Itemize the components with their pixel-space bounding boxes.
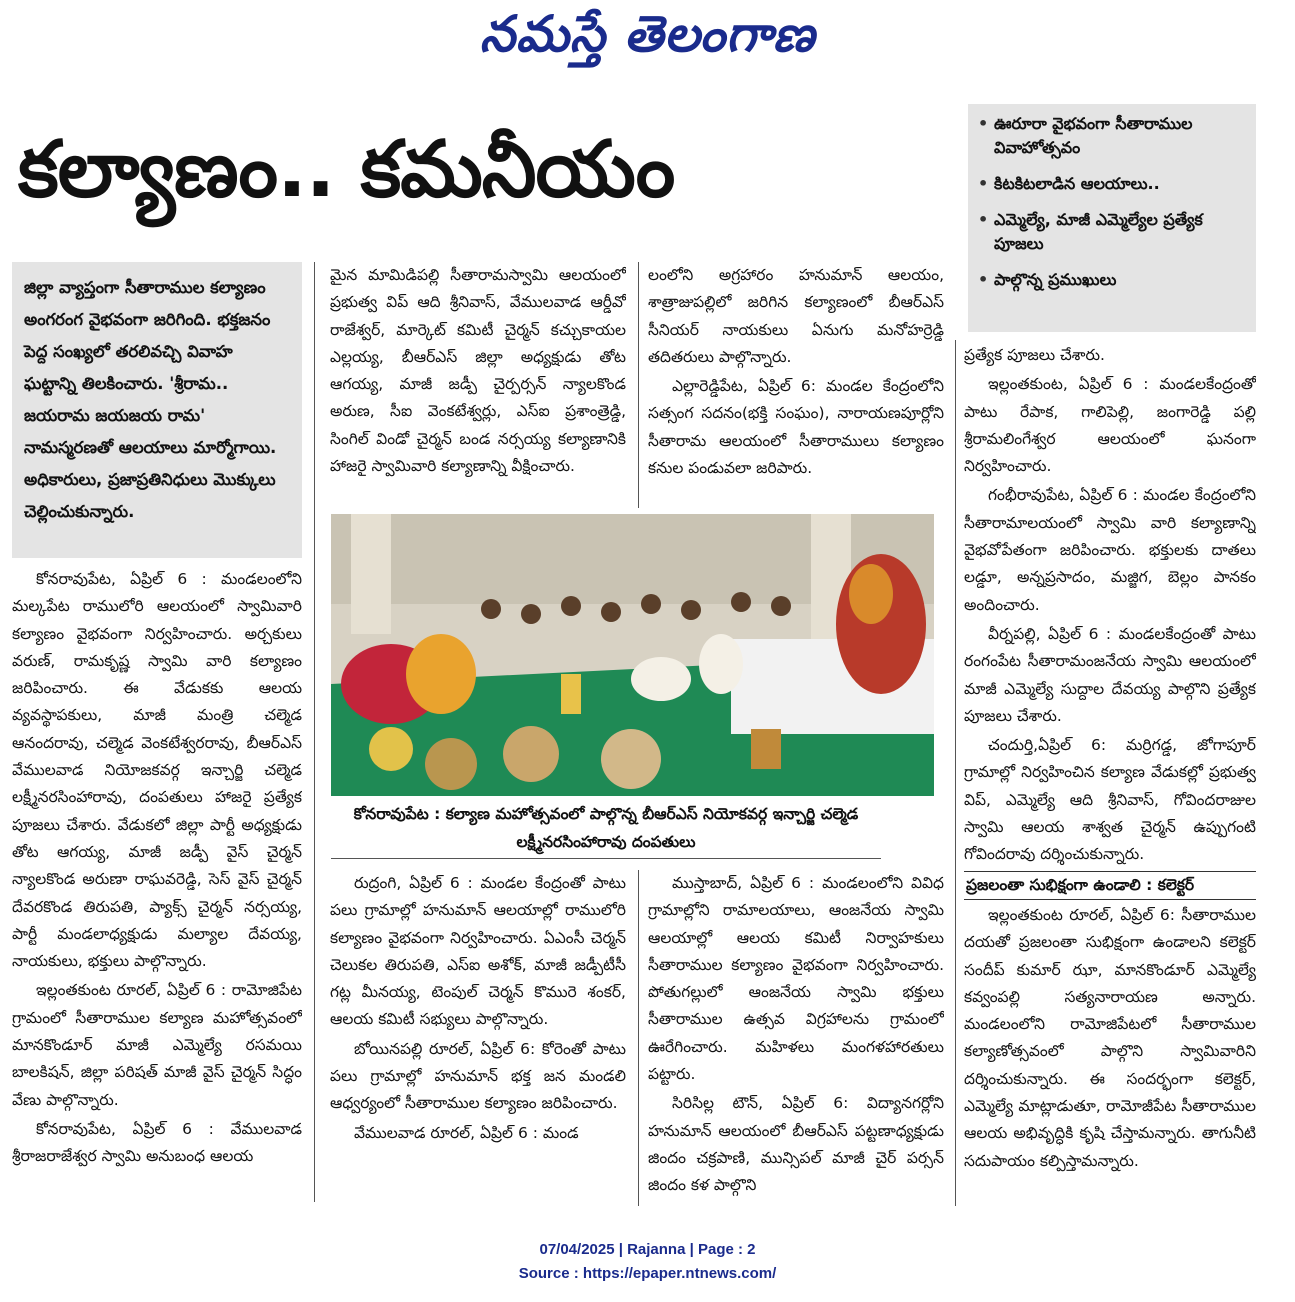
paragraph: వేములవాడ రూరల్, ఏప్రిల్ 6 : మండ: [354, 1123, 579, 1142]
highlights-box: [968, 104, 1256, 332]
summary-box: జిల్లా వ్యాప్తంగా సీతారాముల కల్యాణం అంగరంగ వైభవంగా జరిగింది. భక్తజనం పెద్ద సంఖ్యలో తరలివచ్చి వివాహ ఘట్టాన్ని తిలకించారు. 'శ్రీరామ.. జయరామ జయజయ రామ' నామస్మరణతో ఆలయాలు మార్మోగాయి. అధికారులు, ప్రజాప్రతినిధులు మొక్కులు చెల్లించుకున్నారు.: [12, 262, 302, 558]
footer: [0, 1238, 1295, 1288]
footer-date-line: 07/04/2025 | Rajanna | Page : 2: [539, 1241, 756, 1258]
paragraph: రుద్రంగి, ఏప్రిల్ 6 : మండల కేంద్రంతో పాటు పలు గ్రామాల్లో హనుమాన్ ఆలయాల్లో రాములోరి కల్యాణం వైభవంగా నిర్వహించారు. ఏఎంసీ చెర్మన్ చెలుకల తిరుపతి, ఎస్ఐ అశోక్, మాజీ జడ్పీటీసీ గట్ల మీనయ్య, టెంపుల్ చెర్మన్ కొమురె శంకర్, ఆలయ కమిటీ సభ్యులు పాల్గొన్నారు.: [330, 874, 626, 1029]
paragraph: గంభీరావుపేట, ఏప్రిల్ 6 : మండల కేంద్రంలోని సీతారామాలయంలో స్వామి వారి కల్యాణాన్ని వైభవోపేతంగా జరిపించారు. భక్తులకు దాతలు లడ్డూ, అన్నప్రసాదం, మజ్జిగ, బెల్లం పానకం అందించారు.: [964, 486, 1256, 614]
paragraph: చందుర్తి,ఏప్రిల్ 6: మర్రిగడ్డ, జోగాపూర్ గ్రామాల్లో నిర్వహించిన కల్యాణ వేడుకల్లో ప్రభుత్వ విప్, ఎమ్మెల్యే ఆది శ్రీనివాస్, గోవిందరాజుల స్వామి ఆలయ శాశ్వత చైర్మన్ ఉప్పుగంటి గోవిందరావు దర్శించుకున్నారు.: [964, 736, 1256, 864]
paragraph: ఎల్లారెడ్డిపేట, ఏప్రిల్ 6: మండల కేంద్రంలోని సత్సంగ సదనం(భక్తి సంఘం), నారాయణపూర్లోని సీతారామ ఆలయంలో సీతారాములు కల్యాణం కనుల పండువలా జరిపారు.: [648, 377, 944, 478]
headline: కల్యాణం.. కమనీయం: [18, 125, 675, 215]
paragraph: ముస్తాబాద్, ఏప్రిల్ 6 : మండలంలోని వివిధ గ్రామాల్లోని రామాలయాలు, ఆంజనేయ స్వామి ఆలయాల్లో ఆలయ కమిటీ నిర్వాహకులు సీతారాముల కల్యాణం వైభవంగా నిర్వహించారు. పోతుగల్లులో ఆంజనేయ స్వామి భక్తులు సీతారాముల ఉత్సవ విగ్రహాలను గ్రామంలో ఊరేగించారు. మహిళలు మంగళహారతులు పట్టారు.: [648, 874, 944, 1084]
column-divider: [314, 262, 315, 1202]
paragraph: లంలోని అగ్రహారం హనుమాన్ ఆలయం, శాత్రాజుపల్లిలో జరిగిన కల్యాణంలో బీఆర్ఎస్ సీనియర్ నాయకులు ఏనుగు మనోహర్రెడ్డి తదితరులు పాల్గొన్నారు.: [648, 266, 944, 366]
column-3-top: [648, 262, 944, 510]
column-divider: [638, 262, 639, 508]
masthead: నమస్తే తెలంగాణ: [479, 4, 816, 63]
highlight-item: • కిటకిటలాడిన ఆలయాలు..: [978, 172, 1246, 196]
column-2-top: [330, 262, 626, 510]
column-3-bottom: [648, 870, 944, 1206]
news-photo: [331, 514, 934, 796]
paragraph: ఇల్లంతకుంట, ఏప్రిల్ 6 : మండలకేంద్రంతో పాటు రేపాక, గాలిపెల్లి, జంగారెడ్డి పల్లి శ్రీరామలింగేశ్వర ఆలయంలో ఘనంగా నిర్వహించారు.: [964, 375, 1256, 476]
photo-caption: కోనరావుపేట : కల్యాణ మహోత్సవంలో పాల్గొన్న బీఆర్ఎస్ నియోకవర్గ ఇన్చార్జి చల్మెడ లక్ష్మీనరసింహారావు దంపతులు: [353, 805, 859, 851]
highlight-item: • పాల్గొన్న ప్రముఖులు: [978, 268, 1246, 292]
column-1: [12, 566, 302, 1206]
paragraph: సిరిసిల్ల టౌన్, ఏప్రిల్ 6: విద్యానగర్లోని హనుమాన్ ఆలయంలో బీఆర్ఎస్ పట్టణాధ్యక్షుడు జిందం చక్రపాణి, మున్సిపల్ మాజీ చైర్ పర్సన్ జిందం కళ పాల్గొని: [648, 1094, 944, 1195]
paragraph: వీర్నపల్లి, ఏప్రిల్ 6 : మండలకేంద్రంతో పాటు రంగంపేట సీతారామంజనేయ స్వామి ఆలయంలో మాజీ ఎమ్మెల్యే సుద్దాల దేవయ్య పాల్గొని ప్రత్యేక పూజలు చేశారు.: [964, 624, 1256, 725]
column-divider: [638, 870, 639, 1206]
paragraph: మైన మామిడిపల్లి సీతారామస్వామి ఆలయంలో ప్రభుత్వ విప్ ఆది శ్రీనివాస్, వేములవాడ ఆర్డీవో రాజేశ్వర్, మార్కెట్ కమిటీ చైర్మన్ కచ్చుకాయల ఎల్లయ్య, బీఆర్ఎస్ జిల్లా అధ్యక్షుడు తోట ఆగయ్య, మాజీ జడ్పీ చైర్పర్సన్ న్యాలకొండ అరుణ, సీఐ వెంకటేశ్వర్లు, ఎస్ఐ ప్రశాంత్రెడ్డి, సింగిల్ విండో చైర్మన్ బండ నర్సయ్య కల్యాణానికి హాజరై స్వామివారి కల్యాణాన్ని వీక్షించారు.: [330, 266, 626, 476]
paragraph: ప్రత్యేక పూజలు చేశారు.: [964, 346, 1105, 364]
paragraph: ఇల్లంతకుంట రూరల్, ఏప్రిల్ 6: సీతారాముల దయతో ప్రజలంతా సుభిక్షంగా ఉండాలని కలెక్టర్ సందీప్ కుమార్ ఝా, మానకొండూర్ ఎమ్మెల్యే కవ్వంపల్లి సత్యనారాయణ అన్నారు. మండలంలోని రామోజిపేటలో సీతారాముల కల్యాణోత్సవంలో పాల్గొని స్వామివారిని దర్శించుకున్నారు. ఈ సందర్భంగా కలెక్టర్, ఎమ్మెల్యే మాట్లాడుతూ, రామోజీపేట సీతారాముల ఆలయ అభివృద్ధికి కృషి చేస్తామన్నారు. తాగునీటి సదుపాయం కల్పిస్తామన్నారు.: [964, 905, 1256, 1170]
column-2-bottom: [330, 870, 626, 1206]
paragraph: ఇల్లంతకుంట రూరల్, ఏప్రిల్ 6 : రామోజిపేట గ్రామంలో సీతారాముల కల్యాణ మహోత్సవంలో మానకొండూర్ మాజీ ఎమ్మెల్యే రసమయి బాలకిషన్, జిల్లా పరిషత్ మాజీ వైస్ చైర్మన్ సిద్ధం వేణు పాల్గొన్నారు.: [12, 981, 302, 1109]
column-divider: [955, 340, 956, 1206]
paragraph: కోనరావుపేట, ఏప్రిల్ 6 : వేములవాడ శ్రీరాజరాజేశ్వర స్వామి అనుబంధ ఆలయ: [12, 1119, 302, 1166]
caption-rule: [331, 858, 881, 859]
paragraph: కోనరావుపేట, ఏప్రిల్ 6 : మండలంలోని మల్కపేట రాములోరి ఆలయంలో స్వామివారి కల్యాణం వైభవంగా నిర్వహించారు. అర్చకులు వరుణ్, రామకృష్ణ స్వామి వారి కల్యాణం జరిపించారు. ఈ వేడుకకు ఆలయ వ్యవస్థాపకులు, మాజీ మంత్రి చల్మెడ ఆనందరావు, చల్మెడ వెంకటేశ్వరరావు, బీఆర్ఎస్ వేములవాడ నియోజకవర్గ ఇన్చార్జి చల్మెడ లక్ష్మీనరసింహారావు, దంపతులు హాజరై ప్రత్యేక పూజలు చేశారు. వేడుకలో జిల్లా పార్టీ అధ్యక్షుడు తోట ఆగయ్య, మాజీ జడ్పీ వైస్ చైర్మన్ న్యాలకొండ అరుణా రాఘవరెడ్డి, సెస్ వైస్ చైర్మన్ దేవరకొండ తిరుపతి, ప్యాక్స్ చైర్మన్ నర్సయ్య, పార్టీ మండలాధ్యక్షుడు మల్యాల దేవయ్య, నాయకులు, భక్తులు పాల్గొన్నారు.: [12, 570, 302, 971]
subheading: ప్రజలంతా సుభిక్షంగా ఉండాలి : కలెక్టర్: [964, 871, 1256, 900]
paragraph: బోయినపల్లి రూరల్, ఏప్రిల్ 6: కోరెంతో పాటు పలు గ్రామాల్లో హనుమాన్ భక్త జన మండలి ఆధ్వర్యంలో సీతారాముల కల్యాణం జరిపించారు.: [330, 1039, 626, 1113]
photo-illustration: [331, 514, 934, 796]
highlight-item: • ఎమ్మెల్యే, మాజీ ఎమ్మెల్యేల ప్రత్యేక పూజలు: [978, 208, 1246, 256]
highlight-item: • ఊరూరా వైభవంగా సీతారాముల వివాహోత్సవం: [978, 112, 1246, 160]
footer-source-link[interactable]: Source : https://epaper.ntnews.com/: [518, 1265, 777, 1282]
column-4: [964, 342, 1256, 1206]
